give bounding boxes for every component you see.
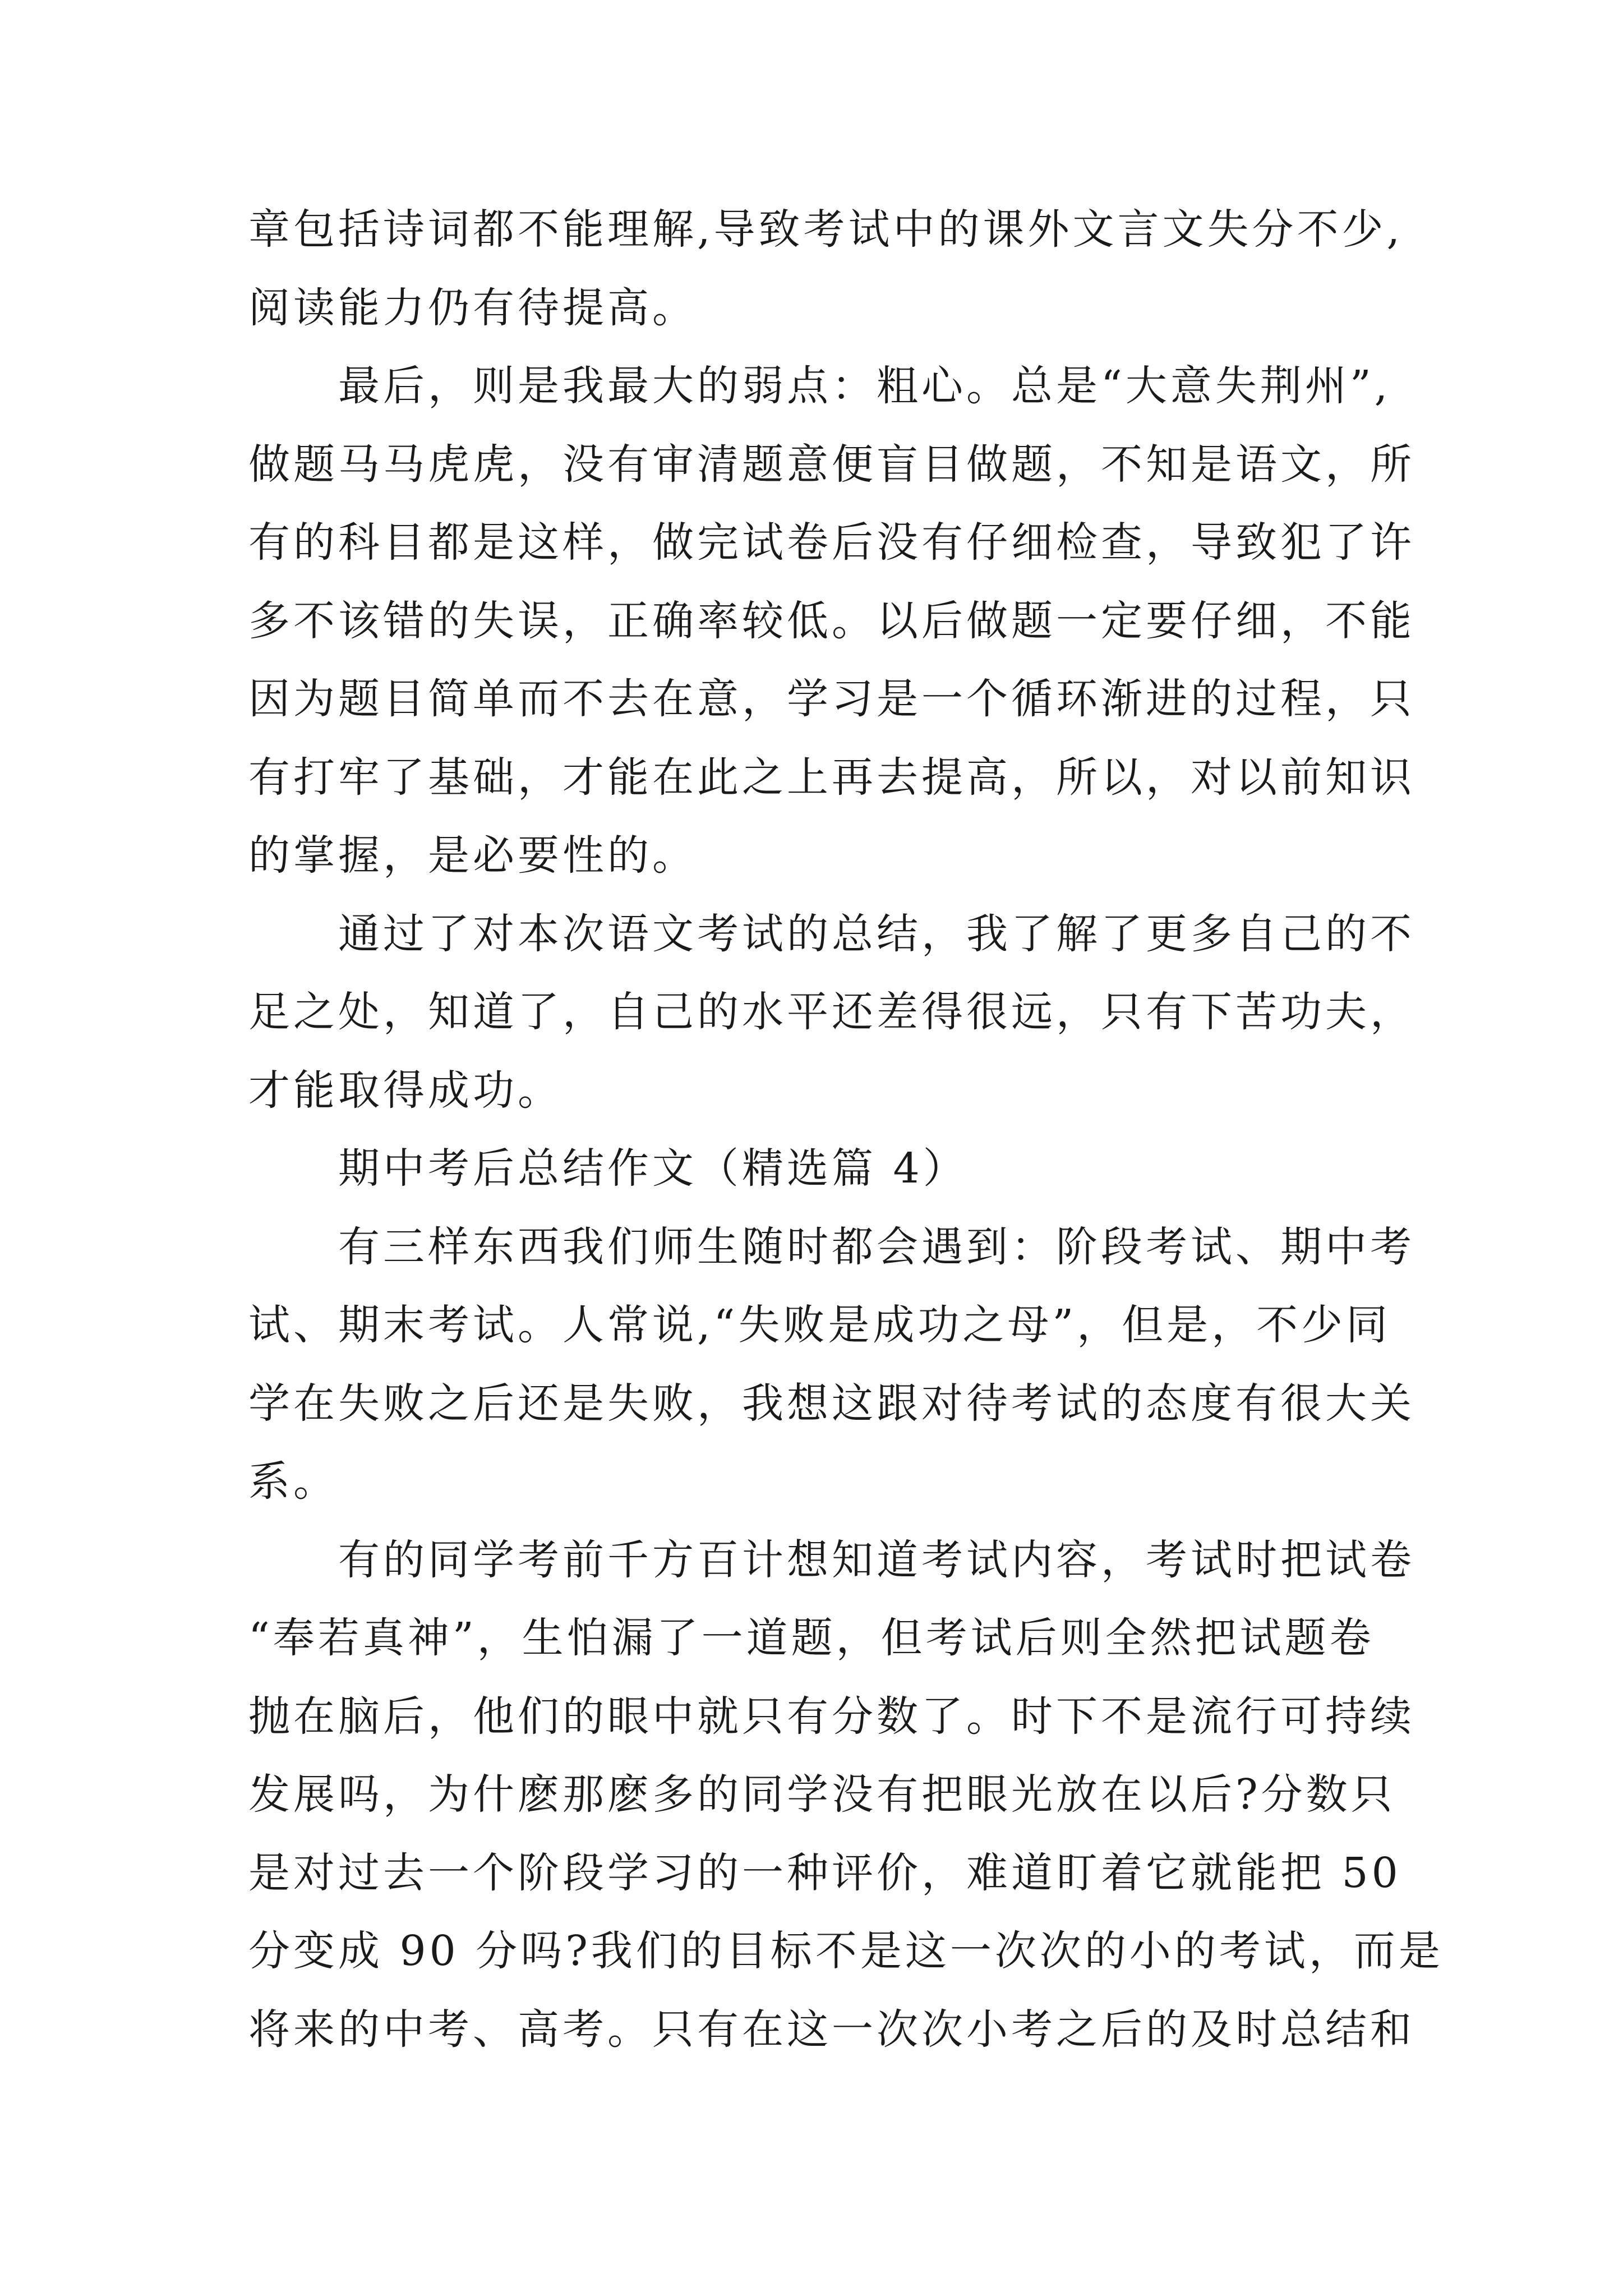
document-body xyxy=(248,191,1444,2069)
text-line: 足之处，知道了，自己的水平还差得很远，只有下苦功夫， xyxy=(248,988,1415,1036)
text-line: 有的同学考前千方百计想知道考试内容，考试时把试卷 xyxy=(338,1535,1415,1584)
text-line: 将来的中考、高考。只有在这一次次小考之后的及时总结和 xyxy=(248,2005,1415,2054)
text-line: 抛在脑后，他们的眼中就只有分数了。时下不是流行可持续 xyxy=(248,1692,1415,1741)
text-line: 有三样东西我们师生随时都会遇到：阶段考试、期中考 xyxy=(338,1222,1415,1271)
text-line: 试、期末考试。人常说,“失败是成功之母”，但是，不少同 xyxy=(248,1301,1391,1349)
text-line: 的掌握，是必要性的。 xyxy=(248,831,697,880)
text-line: 才能取得成功。 xyxy=(248,1066,562,1115)
text-line: 做题马马虎虎，没有审清题意便盲目做题，不知是语文，所 xyxy=(248,440,1415,489)
text-line: 发展吗，为什麽那麽多的同学没有把眼光放在以后?分数只 xyxy=(248,1770,1396,1819)
text-line: 阅读能力仍有待提高。 xyxy=(248,283,697,332)
text-line: 期中考后总结作文（精选篇 4） xyxy=(338,1144,968,1193)
text-line: 学在失败之后还是失败，我想这跟对待考试的态度有很大关 xyxy=(248,1379,1415,1428)
text-line: 因为题目简单而不去在意，学习是一个循环渐进的过程，只 xyxy=(248,675,1415,723)
text-line: 多不该错的失误，正确率较低。以后做题一定要仔细，不能 xyxy=(248,596,1415,645)
text-line: 有打牢了基础，才能在此之上再去提高，所以，对以前知识 xyxy=(248,753,1415,802)
text-line: 最后，则是我最大的弱点：粗心。总是“大意失荆州”, xyxy=(338,362,1391,410)
text-line: 有的科目都是这样，做完试卷后没有仔细检查，导致犯了许 xyxy=(248,518,1415,567)
text-line: 系。 xyxy=(248,1457,338,1506)
text-line: 通过了对本次语文考试的总结，我了解了更多自己的不 xyxy=(338,909,1415,958)
text-line: 是对过去一个阶段学习的一种评价，难道盯着它就能把 50 xyxy=(248,1848,1401,1897)
text-line: 分变成 90 分吗?我们的目标不是这一次次的小的考试，而是 xyxy=(248,1927,1444,1975)
text-line: “奉若真神”，生怕漏了一道题，但考试后则全然把试题卷 xyxy=(248,1614,1375,1662)
text-line: 章包括诗词都不能理解,导致考试中的课外文言文失分不少, xyxy=(248,205,1404,254)
